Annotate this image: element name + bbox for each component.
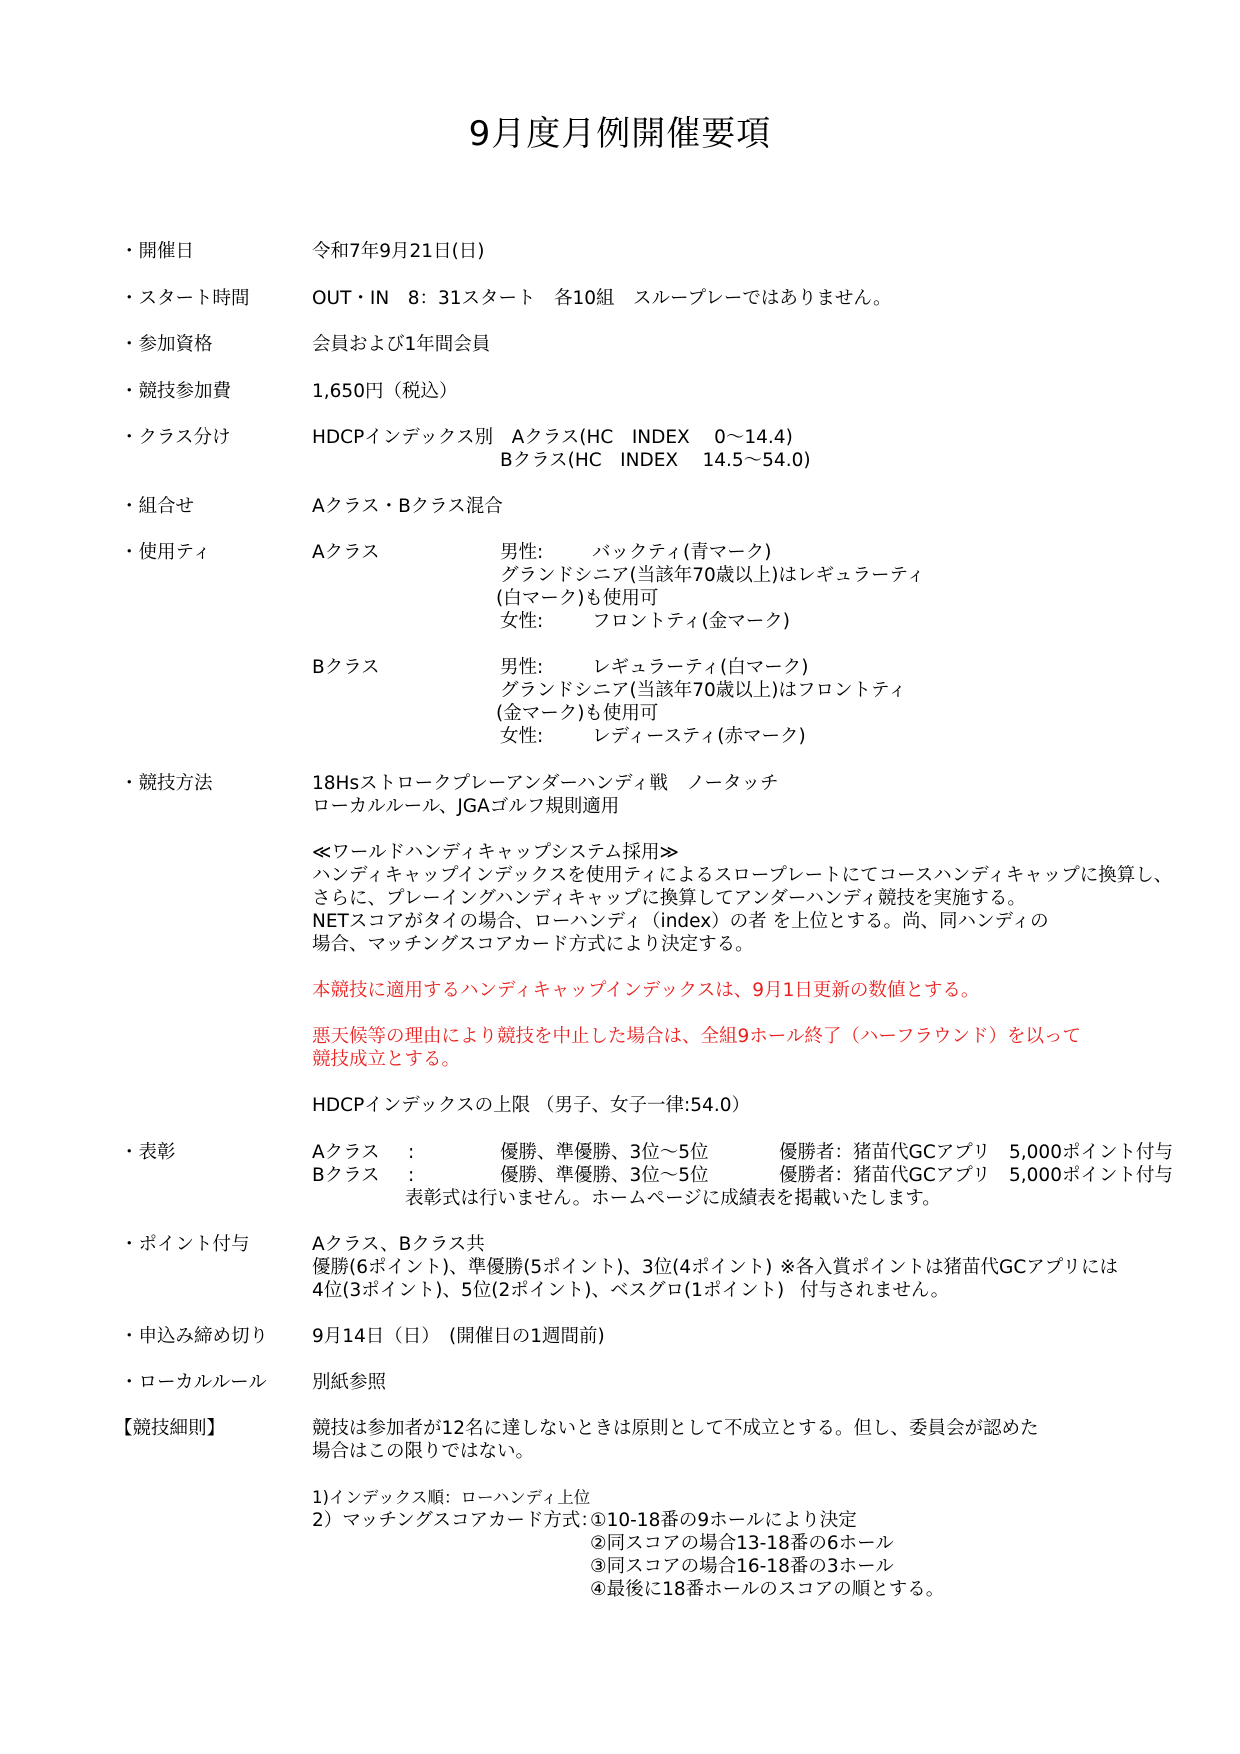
- grouping-value: Aクラス・Bクラス混合: [312, 496, 503, 517]
- tees-label: ・使用ティ: [120, 542, 212, 563]
- method-paragraph-1: ハンディキャップインデックスを使用ティによるスロープレートにてコースハンディキャップに換算し、: [312, 865, 1173, 886]
- method-line-1: 18Hsストロークプレーアンダーハンディ戦 ノータッチ: [312, 773, 779, 794]
- deadline-value: 9月14日（日） (開催日の1週間前): [312, 1326, 605, 1347]
- points-note-1: ※各入賞ポイントは猪苗代GCアプリには: [780, 1257, 1119, 1278]
- method-label: ・競技方法: [120, 773, 213, 794]
- points-line-3: 4位(3ポイント)、5位(2ポイント)、ベスグロ(1ポイント): [312, 1280, 785, 1301]
- method-paragraph-4: 場合、マッチングスコアカード方式により決定する。: [312, 934, 754, 955]
- awards-a-ranks: 優勝、準優勝、3位～5位: [500, 1142, 709, 1163]
- tees-a-senior-2: (白マーク)も使用可: [496, 588, 659, 609]
- start-value: OUT・IN 8：31スタート 各10組 スループレーではありません。: [312, 288, 892, 309]
- details-line-2: 場合はこの限りではない。: [312, 1441, 535, 1462]
- details-label: 【競技細則】: [114, 1418, 226, 1439]
- method-hdcp-cap: HDCPインデックスの上限 （男子、女子一律:54.0）: [312, 1095, 750, 1116]
- eligibility-label: ・参加資格: [120, 334, 213, 355]
- details-step-1: ①10-18番の9ホールにより決定: [590, 1510, 857, 1531]
- local-rules-value: 別紙参照: [312, 1372, 387, 1393]
- tees-a-female-label: 女性:: [500, 611, 544, 632]
- tees-b-senior-1: グランドシニア(当該年70歳以上)はフロントティ: [500, 680, 907, 701]
- tees-b-male-label: 男性:: [500, 657, 544, 678]
- classes-label: ・クラス分け: [120, 427, 231, 448]
- fee-label: ・競技参加費: [120, 381, 232, 402]
- details-step-3: ③同スコアの場合16-18番の3ホール: [590, 1556, 894, 1577]
- method-paragraph-3: NETスコアがタイの場合、ローハンディ（index）の者 を上位とする。尚、同ハンディの: [312, 911, 1049, 932]
- details-item-2: 2）マッチングスコアカード方式：: [312, 1510, 599, 1531]
- awards-b-winner: 優勝者：猪苗代GCアプリ 5,000ポイント付与: [779, 1165, 1173, 1186]
- tees-b-female-value: レディースティ(赤マーク): [592, 726, 806, 747]
- local-rules-label: ・ローカルルール: [120, 1372, 267, 1393]
- tees-a-senior-1: グランドシニア(当該年70歳以上)はレギュラーティ: [500, 565, 925, 586]
- date-label: ・開催日: [120, 241, 195, 262]
- tees-b-female-label: 女性:: [500, 726, 544, 747]
- awards-label: ・表彰: [120, 1142, 176, 1163]
- points-label: ・ポイント付与: [120, 1234, 250, 1255]
- method-whs: ≪ワールドハンディキャップシステム採用≫: [312, 842, 679, 863]
- tees-a-male-label: 男性:: [500, 542, 544, 563]
- tees-a-male-value: バックティ(青マーク): [592, 542, 772, 563]
- method-red-notice-2b: 競技成立とする。: [312, 1049, 461, 1070]
- awards-a-colon: :: [408, 1142, 415, 1163]
- eligibility-value: 会員および1年間会員: [312, 334, 491, 355]
- method-red-notice-2a: 悪天候等の理由により競技を中止した場合は、全組9ホール終了（ハーフラウンド）を以って: [312, 1026, 1081, 1047]
- awards-b-colon: :: [408, 1165, 415, 1186]
- details-line-1: 競技は参加者が12名に達しないときは原則として不成立とする。但し、委員会が認めた: [312, 1418, 1039, 1439]
- points-line-1: Aクラス、Bクラス共: [312, 1234, 485, 1255]
- deadline-label: ・申込み締め切り: [120, 1326, 269, 1347]
- details-item-1: 1)インデックス順：ローハンディ上位: [312, 1488, 591, 1507]
- tees-b-senior-2: (金マーク)も使用可: [496, 703, 659, 724]
- details-step-4: ④最後に18番ホールのスコアの順とする。: [590, 1579, 945, 1600]
- tees-b-class: Bクラス: [312, 657, 380, 678]
- points-note-2: 付与されません。: [800, 1280, 950, 1301]
- method-red-notice-1: 本競技に適用するハンディキャップインデックスは、9月1日更新の数値とする。: [312, 980, 980, 1001]
- awards-b-class: Bクラス: [312, 1165, 380, 1186]
- awards-b-ranks: 優勝、準優勝、3位～5位: [500, 1165, 709, 1186]
- tees-a-female-value: フロントティ(金マーク): [592, 611, 790, 632]
- start-label: ・スタート時間: [120, 288, 250, 309]
- date-value: 令和7年9月21日(日): [312, 241, 485, 262]
- tees-a-class: Aクラス: [312, 542, 380, 563]
- awards-note: 表彰式は行いません。ホームページに成績表を掲載いたします。: [405, 1188, 941, 1209]
- grouping-label: ・組合せ: [120, 496, 195, 517]
- classes-line-b: Bクラス(HC INDEX 14.5～54.0): [500, 450, 811, 471]
- details-step-2: ②同スコアの場合13-18番の6ホール: [590, 1533, 894, 1554]
- awards-a-class: Aクラス: [312, 1142, 380, 1163]
- points-line-2: 優勝(6ポイント)、準優勝(5ポイント)、3位(4ポイント): [312, 1257, 773, 1278]
- awards-a-winner: 優勝者：猪苗代GCアプリ 5,000ポイント付与: [779, 1142, 1173, 1163]
- method-paragraph-2: さらに、プレーイングハンディキャップに換算してアンダーハンディ競技を実施する。: [312, 888, 1026, 909]
- classes-line-a: HDCPインデックス別 Aクラス(HC INDEX 0～14.4): [312, 427, 793, 448]
- tees-b-male-value: レギュラーティ(白マーク): [592, 657, 809, 678]
- fee-value: 1,650円（税込）: [312, 381, 458, 402]
- method-line-2: ローカルルール、JGAゴルフ規則適用: [312, 796, 620, 817]
- page-title: 9月度月例開催要項: [468, 114, 772, 154]
